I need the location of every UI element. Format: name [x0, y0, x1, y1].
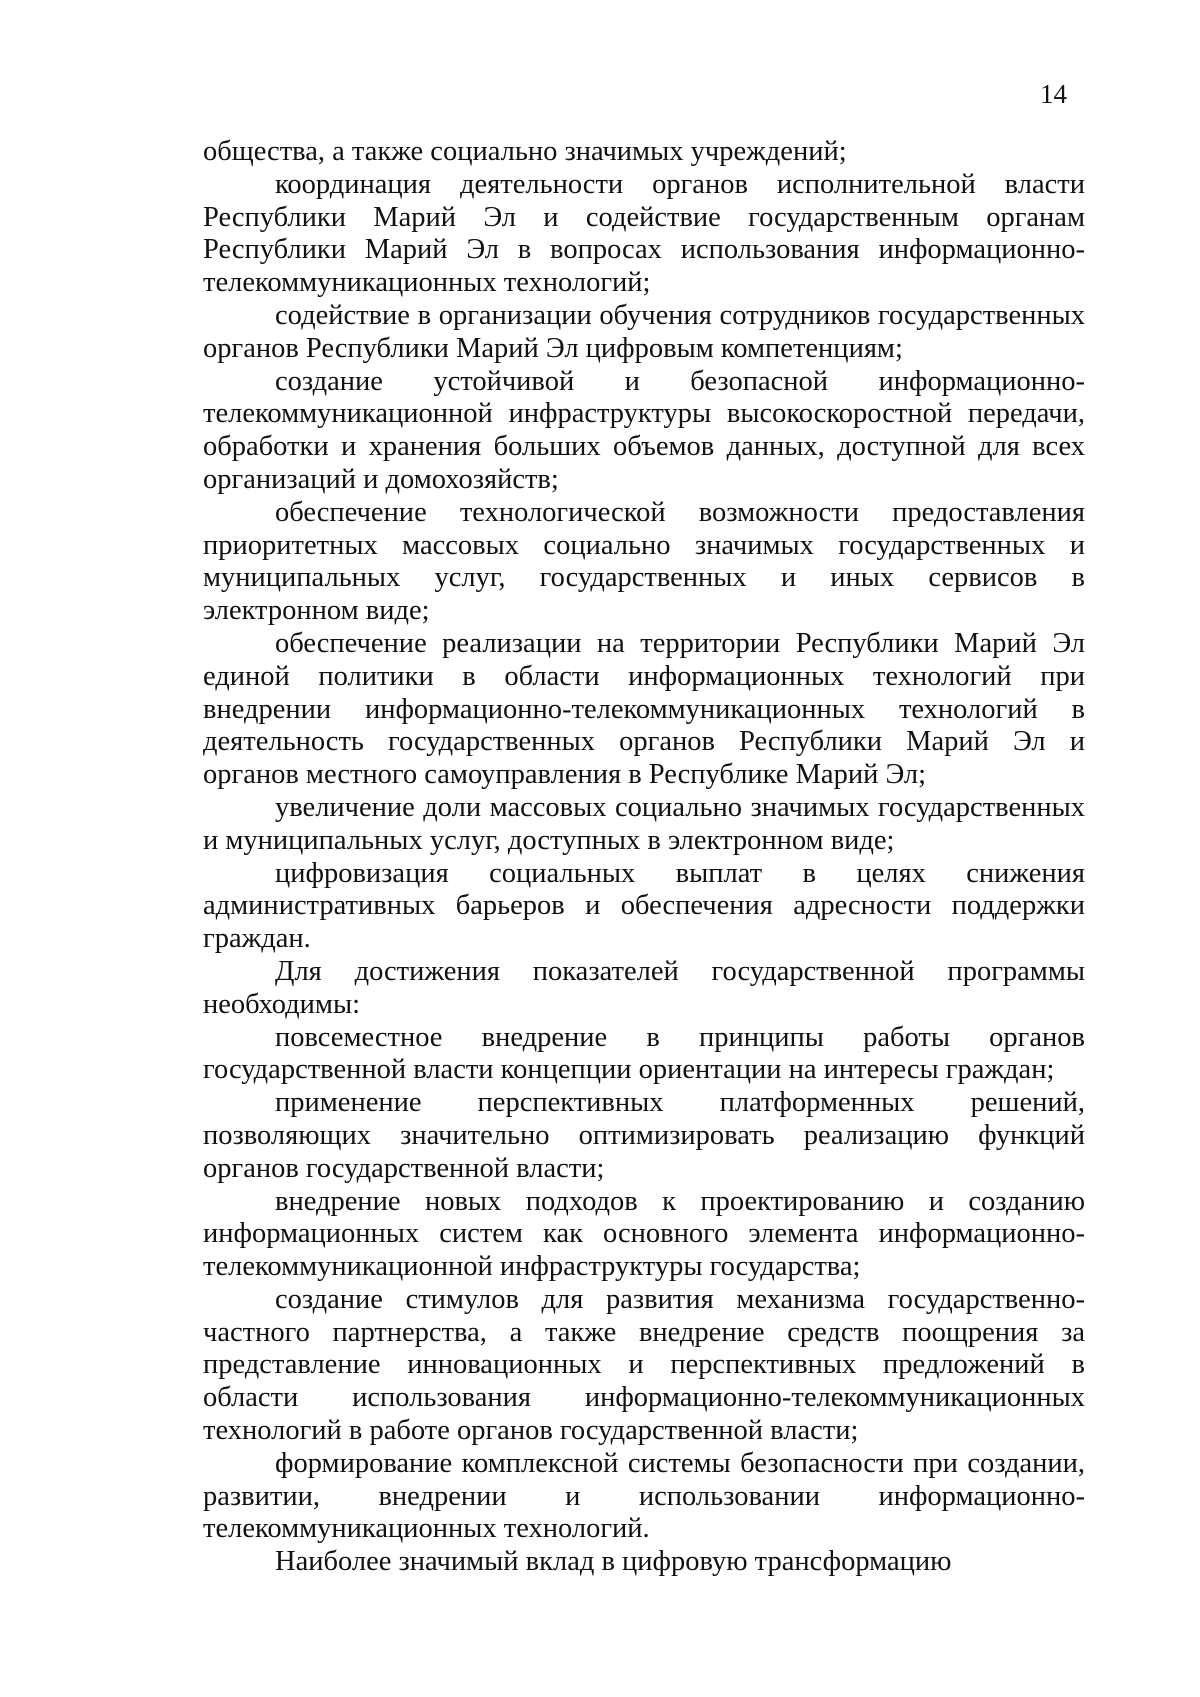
- paragraph: Для достижения показателей государственной программы необходимы:: [203, 955, 1085, 1020]
- paragraph: содействие в организации обучения сотрудников государственных органов Республики Марий Эл цифровым компетенциям;: [203, 299, 1085, 364]
- paragraph: создание стимулов для развития механизма государственно-частного партнерства, а также внедрение средств поощрения за представление инновационных и перспективных предложений в области использования информационно-телекоммуникационных технологий в работе органов государственной власти;: [203, 1283, 1085, 1447]
- paragraph: повсеместное внедрение в принципы работы органов государственной власти концепции ориентации на интересы граждан;: [203, 1021, 1085, 1086]
- paragraph: цифровизация социальных выплат в целях снижения административных барьеров и обеспечения адресности поддержки граждан.: [203, 857, 1085, 955]
- paragraph: применение перспективных платформенных решений, позволяющих значительно оптимизировать реализацию функций органов государственной власти;: [203, 1087, 1085, 1184]
- paragraph: увеличение доли массовых социально значимых государственных и муниципальных услуг, доступных в электронном виде;: [203, 791, 1085, 856]
- paragraph: координация деятельности органов исполнительной власти Республики Марий Эл и содействие государственным органам Республики Марий Эл в вопросах использования информационно-телекоммуникационных технологий;: [203, 168, 1085, 299]
- paragraph: внедрение новых подходов к проектированию и созданию информационных систем как основного элемента информационно-телекоммуникационной инфраструктуры государства;: [203, 1185, 1085, 1283]
- paragraph: создание устойчивой и безопасной информационно-телекоммуникационной инфраструктуры высокоскоростной передачи, обработки и хранения больших объемов данных, доступной для всех организаций и домохозяйств;: [203, 365, 1085, 495]
- paragraph: формирование комплексной системы безопасности при создании, развитии, внедрении и использовании информационно-телекоммуникационных технологий.: [203, 1447, 1085, 1545]
- paragraph: общества, а также социально значимых учреждений;: [203, 136, 847, 167]
- paragraph: Наиболее значимый вклад в цифровую трансформацию: [275, 1546, 952, 1578]
- document-body: [203, 136, 1085, 1579]
- page-number: 14: [1040, 79, 1067, 109]
- paragraph: обеспечение технологической возможности предоставления приоритетных массовых социально значимых государственных и муниципальных услуг, государственных и иных сервисов в электронном виде;: [203, 496, 1085, 627]
- paragraph: обеспечение реализации на территории Республики Марий Эл единой политики в области информационных технологий при внедрении информационно-телекоммуникационных технологий в деятельность государственных органов Республики Марий Эл и органов местного самоуправления в Республике Марий Эл;: [203, 627, 1085, 791]
